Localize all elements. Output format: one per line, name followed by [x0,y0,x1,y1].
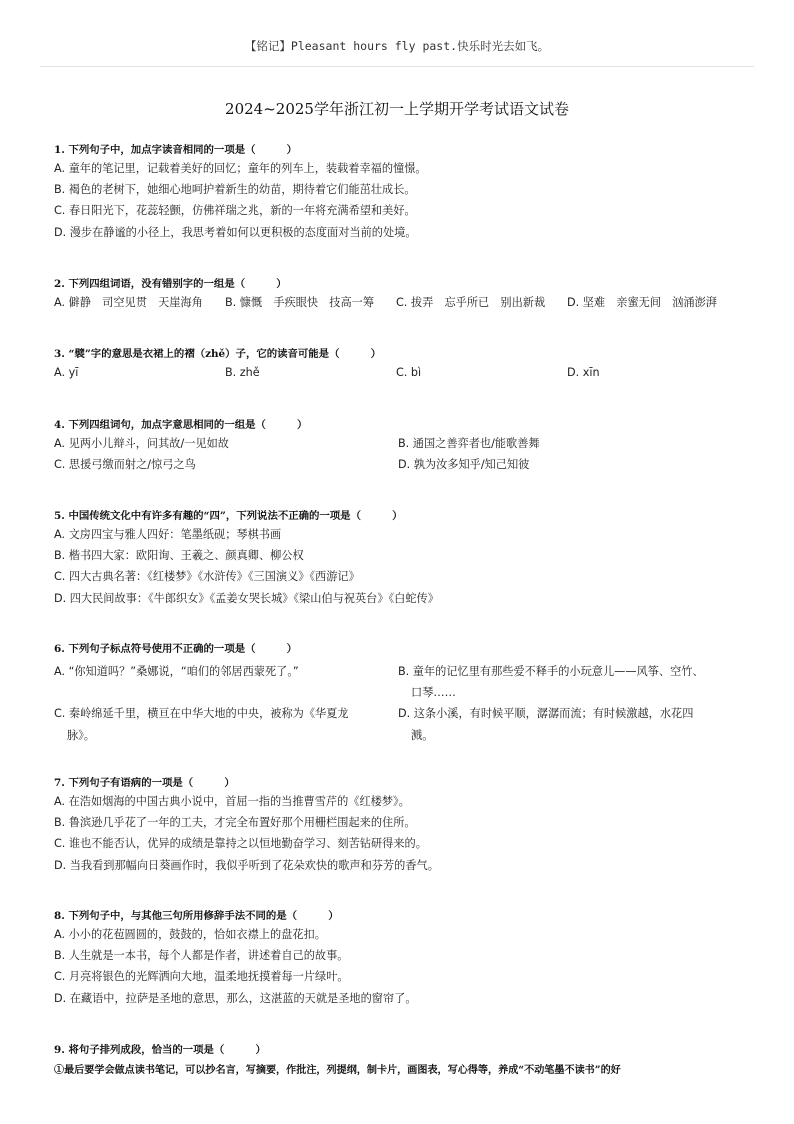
question-stem: 4. 下列四组词句，加点字意思相同的一组是（ ） [54,419,308,431]
option-a: A. 童年的笔记里，记载着美好的回忆；童年的列车上，装载着幸福的憧憬。 [54,162,427,175]
question-8 [54,908,744,1009]
question-2 [54,276,744,313]
question-stem: 2. 下列四组词语，没有错别字的一组是（ ） [54,278,287,290]
question-1 [54,142,744,243]
option-c: C. 秦岭绵延千里，横亘在中华大地的中央，被称为《华夏龙 脉》。 [54,707,349,742]
header-divider [40,66,754,67]
option-b: B. 通国之善弈者也/能歌善舞 [398,437,540,450]
option-d: D. 坚难 亲蜜无间 汹涌澎湃 [567,296,717,309]
option-a: A. 文房四宝与雅人四好：笔墨纸砚；琴棋书画 [54,528,282,541]
option-b: B. 童年的记忆里有那些爱不释手的小玩意儿——风筝、空竹、 口琴…… [398,665,704,700]
option-d: D. 孰为汝多知乎/知己知彼 [398,458,530,472]
question-7 [54,775,744,876]
option-c: C. bì [396,366,422,379]
question-9 [54,1042,754,1079]
question-6 [54,641,744,746]
option-b: B. 鲁滨逊几乎花了一年的工夫，才完全布置好那个用栅栏围起来的住所。 [54,816,416,830]
option-d: D. xīn [567,366,600,379]
option-c: C. 春日阳光下，花蕊轻颤，仿佛祥瑞之兆，新的一年将充满希望和美好。 [54,204,416,218]
option-c: C. 谁也不能否认，优异的成绩是靠持之以恒地勤奋学习、刻苦钻研得来的。 [54,837,427,851]
question-stem: 5. 中国传统文化中有许多有趣的“四”，下列说法不正确的一项是（ ） [54,510,403,522]
option-a: A. yī [54,366,79,379]
sentence-1: ①最后要学会做点读书笔记，可以抄名言，写摘要，作批注，列提纲，制卡片，画图表，写心得等，养成“不动笔墨不读书”的好 [54,1065,621,1076]
question-3 [54,346,744,383]
option-a: A. 在浩如烟海的中国古典小说中，首屈一指的当推曹雪芹的《红楼梦》。 [54,795,410,808]
question-stem: 8. 下列句子中，与其他三句所用修辞手法不同的是（ ） [54,910,339,922]
option-a: A. 小小的花苞圆圆的，鼓鼓的，恰如衣襟上的盘花扣。 [54,928,326,941]
option-a: A. “你知道吗？”桑娜说，“咱们的邻居西蒙死了。” [54,665,299,678]
question-stem: 6. 下列句子标点符号使用不正确的一项是（ ） [54,643,298,655]
question-stem: 1. 下列句子中，加点字读音相同的一项是（ ） [54,144,298,156]
option-b: B. 人生就是一本书，每个人都是作者，讲述着自己的故事。 [54,949,349,963]
option-c: C. 思援弓缴而射之/惊弓之鸟 [54,458,196,472]
question-5 [54,508,744,609]
option-d: D. 这条小溪，有时候平顺，潺潺而流；有时候激越，水花四 溅。 [398,707,694,742]
option-c: C. 月亮将银色的光辉洒向大地，温柔地抚摸着每一片绿叶。 [54,970,349,984]
question-stem: 7. 下列句子有语病的一项是（ ） [54,777,235,789]
question-4 [54,417,744,475]
option-c: C. 四大古典名著：《红楼梦》《水浒传》《三国演义》《西游记》 [54,570,360,584]
question-stem: 3. “襞”字的意思是衣裙上的褶（zhě）子，它的读音可能是（ ） [54,348,382,360]
option-b: B. 楷书四大家：欧阳询、王羲之、颜真卿、柳公权 [54,549,304,563]
option-a: A. 僻静 司空见贯 天崖海角 [54,296,203,309]
option-d: D. 四大民间故事：《牛郎织女》《孟姜女哭长城》《梁山伯与祝英台》《白蛇传》 [54,591,439,605]
option-a: A. 见两小儿辩斗，问其故/一见如故 [54,437,229,450]
exam-title: 2024~2025学年浙江初一上学期开学考试语文试卷 [225,100,569,118]
option-b: B. 褐色的老树下，她细心地呵护着新生的幼苗，期待着它们能茁壮成长。 [54,183,416,197]
question-stem: 9. 将句子排列成段，恰当的一项是（ ） [54,1044,266,1056]
option-b: B. 慷慨 手疾眼快 技高一筹 [225,296,375,309]
option-d: D. 当我看到那幅向日葵画作时，我似乎听到了花朵欢快的歌声和芬芳的香气。 [54,858,439,872]
page-header-motto: 【铭记】Pleasant hours fly past.快乐时光去如飞。 [244,39,550,53]
option-b: B. zhě [225,366,260,379]
option-d: D. 在藏语中，拉萨是圣地的意思，那么，这湛蓝的天就是圣地的窗帘了。 [54,991,417,1005]
option-c: C. 拔弄 忘乎所已 别出新裁 [396,296,546,309]
option-d: D. 漫步在静谧的小径上，我思考着如何以更积极的态度面对当前的处境。 [54,225,417,239]
